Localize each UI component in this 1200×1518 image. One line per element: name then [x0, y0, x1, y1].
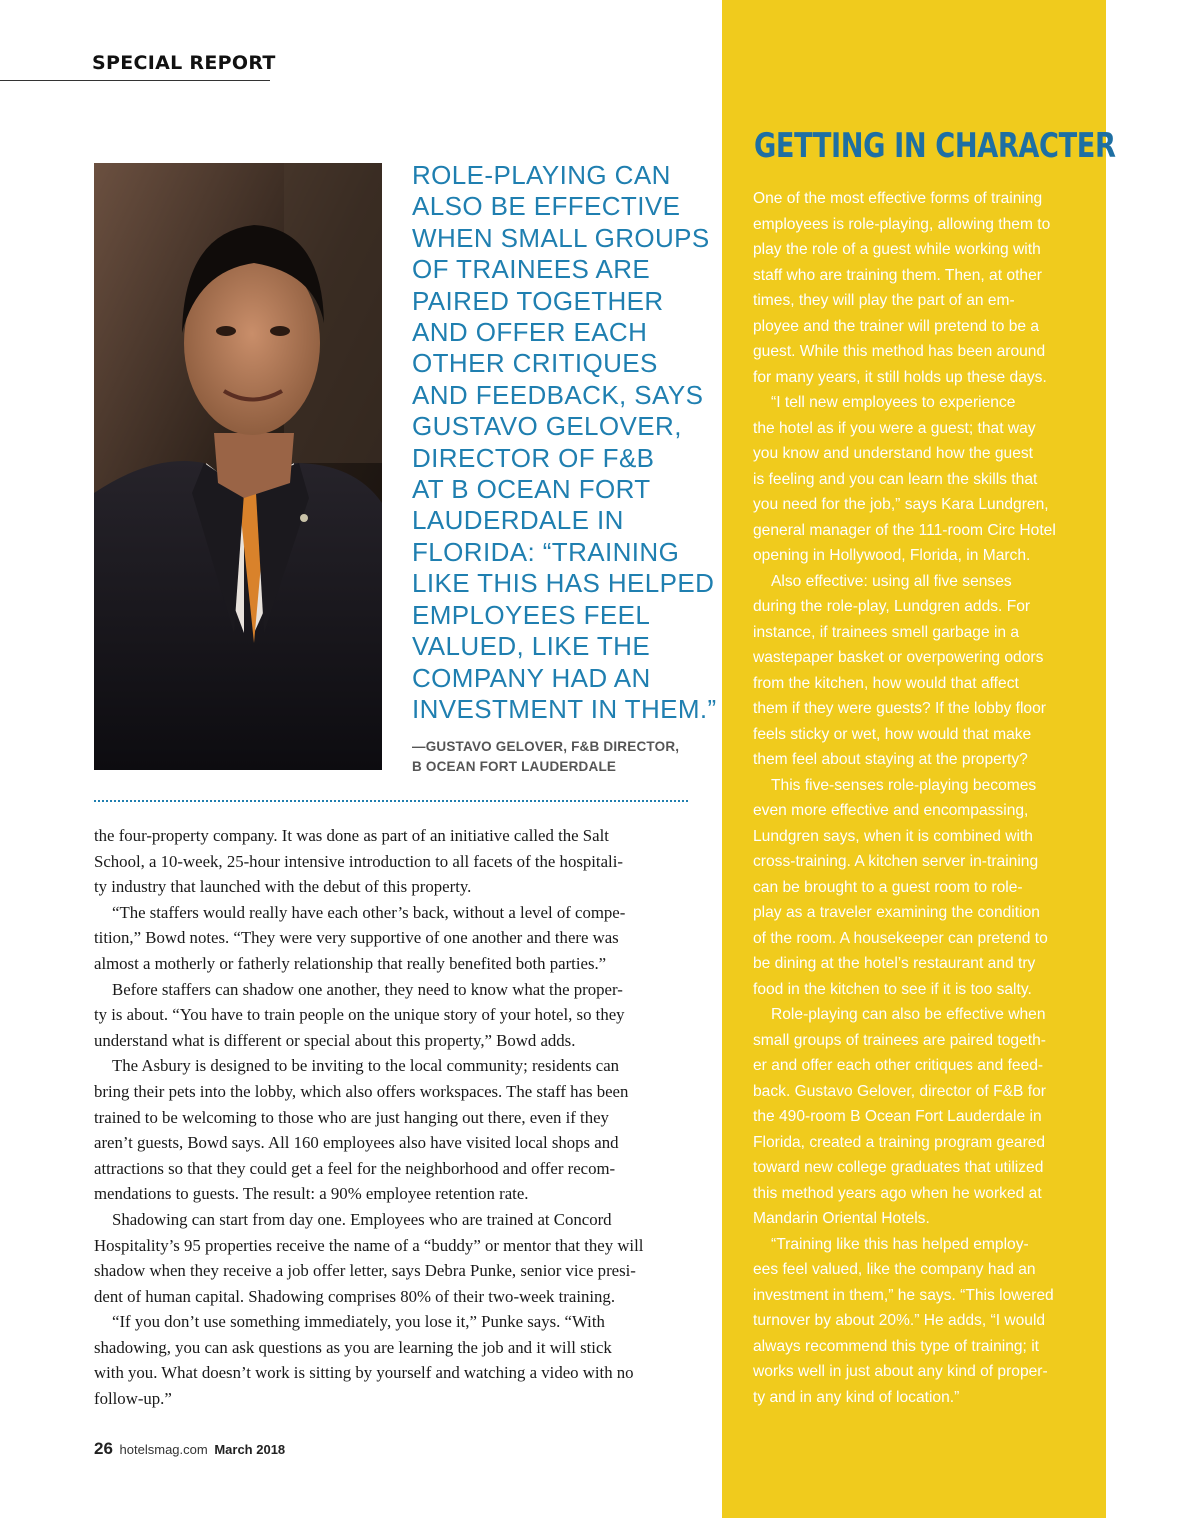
- sidebar-line: for many years, it still holds up these days.: [753, 368, 1047, 386]
- body-line: shadowing, you can ask questions as you are learning the job and it will stick: [94, 1337, 612, 1357]
- footer-site: hotelsmag.com: [119, 1442, 208, 1457]
- portrait-illustration: [94, 163, 382, 770]
- sidebar-line: ployee and the trainer will pretend to be a: [753, 317, 1040, 335]
- section-label: SPECIAL REPORT: [92, 52, 276, 74]
- pullquote-line: AND FEEDBACK, SAYS: [412, 379, 704, 410]
- pullquote-line: AT B OCEAN FORT: [412, 474, 651, 505]
- sidebar-line: investment in them,” he says. “This lowered: [753, 1286, 1054, 1304]
- body-line: mendations to guests. The result: a 90% employee retention rate.: [94, 1184, 529, 1204]
- page-number: 26: [94, 1439, 113, 1458]
- sidebar-line: toward new college graduates that utilized: [753, 1159, 1044, 1176]
- sidebar-line: back. Gustavo Gelover, director of F&B for: [753, 1082, 1046, 1100]
- sidebar-line: the 490-room B Ocean Fort Lauderdale in: [753, 1108, 1042, 1125]
- pullquote-line: OTHER CRITIQUES: [412, 348, 658, 379]
- footer-issue: March 2018: [214, 1442, 286, 1457]
- sidebar-line: turnover by about 20%.” He adds, “I would: [753, 1312, 1046, 1329]
- sidebar-line: times, they will play the part of an em-: [753, 292, 1015, 309]
- sidebar-line: of the room. A housekeeper can pretend to: [753, 929, 1048, 947]
- pullquote-line: INVESTMENT IN THEM.”: [412, 693, 717, 724]
- sidebar-line: Mandarin Oriental Hotels.: [753, 1210, 930, 1227]
- body-line: shadow when they receive a job offer letter, says Debra Punke, senior vice presi-: [94, 1261, 636, 1281]
- article-body: [94, 823, 694, 1412]
- body-line: The Asbury is designed to be inviting to the local community; residents can: [112, 1056, 620, 1076]
- body-line: tition,” Bowd notes. “They were very supportive of one another and there was: [94, 928, 619, 948]
- sidebar-line: works well in just about any kind of proper-: [753, 1363, 1048, 1380]
- body-line: aren’t guests, Bowd says. All 160 employees also have visited local shops and: [94, 1133, 619, 1153]
- body-line: Shadowing can start from day one. Employees who are trained at Concord: [112, 1209, 612, 1229]
- pullquote-line: EMPLOYEES FEEL: [412, 599, 651, 630]
- sidebar-line: can be brought to a guest room to role-: [753, 878, 1023, 896]
- sidebar-line: This five-senses role-playing becomes: [771, 776, 1037, 794]
- sidebar-line: play the role of a guest while working with: [753, 241, 1041, 258]
- sidebar-line: always recommend this type of training; it: [753, 1337, 1040, 1355]
- sidebar-line: from the kitchen, how would that affect: [753, 674, 1019, 692]
- body-line: the four-property company. It was done as part of an initiative called the Salt: [94, 826, 609, 845]
- pullquote-line: OF TRAINEES ARE: [412, 254, 651, 285]
- pullquote-line: LAUDERDALE IN: [412, 505, 624, 536]
- sidebar-line: play as a traveler examining the condition: [753, 904, 1040, 921]
- sidebar-line: small groups of trainees are paired togeth-: [753, 1031, 1046, 1049]
- sidebar-line: “I tell new employees to experience: [771, 394, 1016, 411]
- pullquote-line: ROLE-PLAYING CAN: [412, 160, 671, 190]
- sidebar-line: Lundgren says, when it is combined with: [753, 827, 1033, 845]
- sidebar-line: wastepaper basket or overpowering odors: [753, 649, 1044, 666]
- sidebar-line: is feeling and you can learn the skills that: [753, 470, 1038, 488]
- pullquote-line: PAIRED TOGETHER: [412, 285, 664, 316]
- body-line: bring their pets into the lobby, which also offers workspaces. The staff has been: [94, 1081, 629, 1101]
- sidebar-line: Also effective: using all five senses: [771, 572, 1012, 590]
- sidebar-line: opening in Hollywood, Florida, in March.: [753, 547, 1031, 564]
- page-footer: [94, 1439, 285, 1459]
- body-line: ty industry that launched with the debut of this property.: [94, 877, 472, 897]
- pullquote-line: AND OFFER EACH: [412, 317, 648, 348]
- pullquote-line: WHEN SMALL GROUPS: [412, 222, 710, 253]
- sidebar-line: them if they were guests? If the lobby floor: [753, 700, 1046, 717]
- sidebar-line: cross-training. A kitchen server in-training: [753, 853, 1039, 870]
- sidebar-body: [753, 186, 1093, 1410]
- body-line: trained to be welcoming to those who are just hanging out there, even if they: [94, 1107, 609, 1127]
- sidebar-line: staff who are training them. Then, at other: [753, 266, 1042, 284]
- pullquote-line: LIKE THIS HAS HELPED: [412, 568, 715, 599]
- sidebar-line: er and offer each other critiques and feed-: [753, 1057, 1044, 1074]
- body-line: understand what is different or special about this property,” Bowd adds.: [94, 1030, 576, 1050]
- sidebar-line: them feel about staying at the property?: [753, 751, 1028, 768]
- pullquote-line: FLORIDA: “TRAINING: [412, 536, 680, 567]
- sidebar-line: this method years ago when he worked at: [753, 1184, 1042, 1202]
- attribution-line: B OCEAN FORT LAUDERDALE: [412, 759, 617, 774]
- pullquote-line: DIRECTOR OF F&B: [412, 442, 655, 473]
- pullquote-line: COMPANY HAD AN: [412, 662, 651, 693]
- body-line: School, a 10-week, 25-hour intensive introduction to all facets of the hospitali-: [94, 851, 623, 871]
- sidebar-line: One of the most effective forms of training: [753, 190, 1043, 207]
- body-line: dent of human capital. Shadowing comprises 80% of their two-week training.: [94, 1286, 616, 1306]
- sidebar-line: ty and in any kind of location.”: [753, 1388, 960, 1406]
- sidebar-line: employees is role-playing, allowing them to: [753, 215, 1051, 233]
- body-line: “The staffers would really have each other’s back, without a level of compe-: [112, 902, 626, 922]
- sidebar-line: Florida, created a training program geared: [753, 1133, 1046, 1151]
- sidebar-line: you know and understand how the guest: [753, 445, 1034, 462]
- pullquote: [412, 160, 717, 725]
- sidebar-line: feels sticky or wet, how would that make: [753, 725, 1032, 743]
- sidebar-line: food in the kitchen to see if it is too salty.: [753, 980, 1032, 998]
- pullquote-attribution: [412, 737, 712, 777]
- section-rule: [0, 80, 270, 81]
- sidebar-line: during the role-play, Lundgren adds. For: [753, 598, 1031, 615]
- body-line: follow-up.”: [94, 1389, 172, 1409]
- sidebar-line: “Training like this has helped employ-: [771, 1235, 1029, 1253]
- sidebar-line: general manager of the 111-room Circ Hotel: [753, 521, 1056, 539]
- body-line: almost a motherly or fatherly relationship that really benefited both parties.”: [94, 953, 607, 973]
- body-line: “If you don’t use something immediately, you lose it,” Punke says. “With: [112, 1312, 605, 1332]
- pullquote-line: ALSO BE EFFECTIVE: [412, 191, 681, 222]
- sidebar-line: even more effective and encompassing,: [753, 802, 1029, 819]
- sidebar-line: guest. While this method has been around: [753, 343, 1046, 360]
- pullquote-line: VALUED, LIKE THE: [412, 631, 651, 662]
- sidebar-line: instance, if trainees smell garbage in a: [753, 623, 1020, 641]
- dotted-divider: [94, 800, 688, 802]
- sidebar-line: you need for the job,” says Kara Lundgren,: [753, 496, 1049, 513]
- portrait-photo: [94, 163, 382, 770]
- sidebar-line: the hotel as if you were a guest; that way: [753, 419, 1036, 437]
- attribution-line: —GUSTAVO GELOVER, F&B DIRECTOR,: [412, 739, 680, 754]
- body-line: Before staffers can shadow one another, they need to know what the proper-: [112, 979, 623, 999]
- pullquote-line: GUSTAVO GELOVER,: [412, 411, 682, 442]
- body-line: attractions so that they could get a feel for the neighborhood and offer recom-: [94, 1158, 616, 1178]
- body-line: Hospitality’s 95 properties receive the name of a “buddy” or mentor that they will: [94, 1235, 644, 1255]
- sidebar-line: be dining at the hotel’s restaurant and try: [753, 955, 1036, 972]
- body-line: ty is about. “You have to train people on the unique story of your hotel, so they: [94, 1005, 625, 1025]
- sidebar-title: GETTING IN CHARACTER: [754, 126, 1116, 166]
- sidebar-line: Role-playing can also be effective when: [771, 1006, 1046, 1023]
- body-line: with you. What doesn’t work is sitting by yourself and watching a video with no: [94, 1363, 634, 1383]
- sidebar-line: ees feel valued, like the company had an: [753, 1261, 1036, 1278]
